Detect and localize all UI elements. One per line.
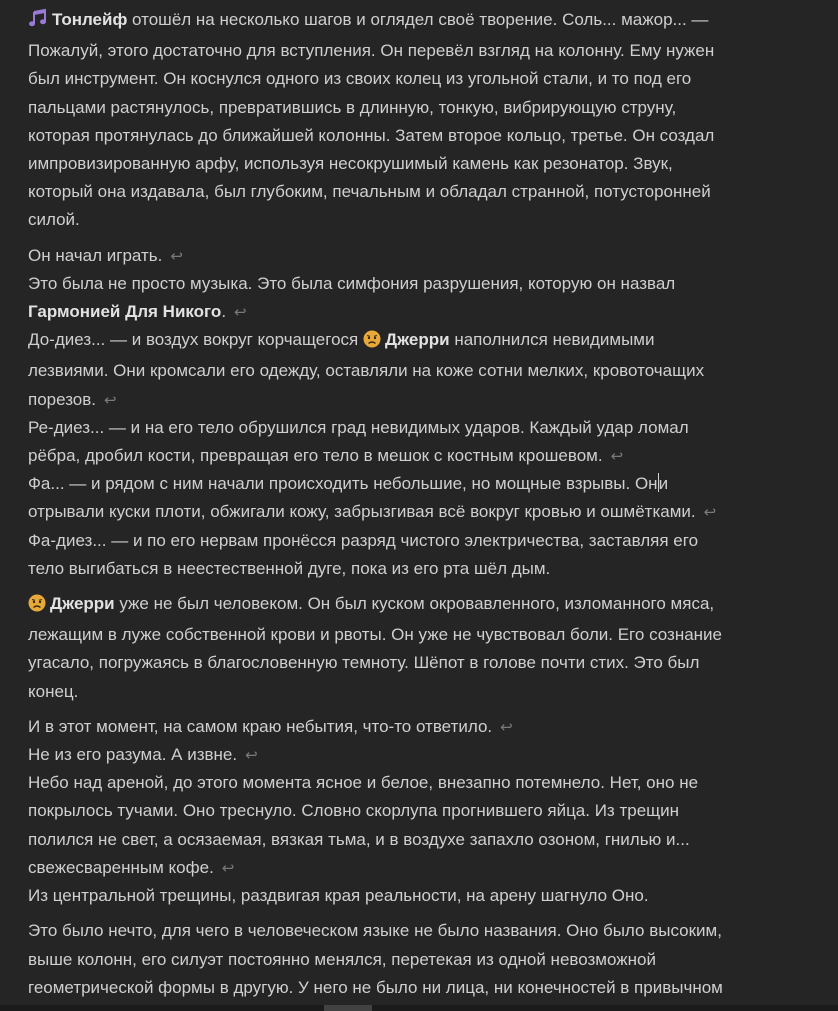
text-line: отрывали куски плоти, обжигали кожу, забрызгивая всё вокруг кровью и ошмётками. ↩ <box>28 502 717 522</box>
paragraph-8 <box>28 590 828 706</box>
line-text: отошёл на несколько шагов и оглядел своё творение. Соль... мажор... — <box>127 10 709 29</box>
text-line: геометрической формы в другую. У него не было ни лица, ни конечностей в привычном <box>28 977 723 997</box>
character-name: Джерри <box>384 330 450 350</box>
text-line: Фа-диез... — и по его нервам пронёсся разряд чистого электричества, заставляя его <box>28 530 699 550</box>
text-line: Джерри уже не был человеком. Он был куском окровавленного, изломанного мяса, <box>28 590 828 621</box>
text-line: порезов. ↩ <box>28 389 117 409</box>
return-icon: ↩ <box>500 717 513 736</box>
text-line: которая протянулась до ближайшей колонны. Затем второе кольцо, третье. Он создал <box>28 125 715 145</box>
text-line: конец. <box>28 681 79 701</box>
text-line: Пожалуй, этого достаточно для вступления. Он перевёл взгляд на колонну. Ему нужен <box>28 41 715 61</box>
text-line: свежесваренным кофе. ↩ <box>28 857 235 877</box>
paragraph-3 <box>28 270 828 326</box>
text-line: Фа... — и рядом с ним начали происходить небольшие, но мощные взрывы. Они <box>28 474 669 494</box>
text-line <box>28 6 828 37</box>
return-icon: ↩ <box>245 746 258 765</box>
return-icon: ↩ <box>234 303 247 322</box>
worried-face-icon <box>28 593 46 621</box>
document-editor[interactable] <box>28 6 828 1002</box>
text-line: угасало, погружаясь в благословенную темноту. Шёпот в голове почти стих. Это был <box>28 653 700 673</box>
paragraph-11 <box>28 769 828 882</box>
line-text: Он начал играть. <box>28 245 163 265</box>
text-line: был инструмент. Он коснулся одного из своих колец из угольной стали, и то под его <box>28 69 692 89</box>
text-line: тело выгибаться в неестественной дуге, пока из его рта шёл дым. <box>28 558 551 578</box>
paragraph-9: И в этот момент, на самом краю небытия, что-то ответило. ↩ <box>28 716 513 736</box>
paragraph-4 <box>28 326 828 414</box>
paragraph-6 <box>28 470 828 526</box>
worried-face-icon <box>363 329 381 357</box>
paragraph-2 <box>28 242 828 270</box>
text-line: покрылось тучами. Оно треснуло. Словно скорлупа прогнившего яйца. Из трещин <box>28 801 680 821</box>
text-line: выше колонн, его силуэт постоянно менялся, перетекая из одной невозможной <box>28 949 656 969</box>
text-line: Это было нечто, для чего в человеческом языке не было названия. Оно было высоким, <box>28 921 722 941</box>
character-name: Тонлейф <box>52 10 128 29</box>
text-line: До-диез... — и воздух вокруг корчащегося Джерри наполнился невидимыми <box>28 326 828 357</box>
text-line: который она издавала, был глубоким, печальным и обладал странной, потусторонней <box>28 182 711 202</box>
horizontal-scrollbar[interactable] <box>0 1005 838 1011</box>
return-icon: ↩ <box>170 246 183 265</box>
musical-notes-icon <box>28 8 48 37</box>
text-line: полился не свет, а осязаемая, вязкая тьма, и в воздухе запахло озоном, гнилью и... <box>28 829 690 849</box>
return-icon: ↩ <box>104 390 117 409</box>
paragraph-5 <box>28 414 828 470</box>
paragraph-13 <box>28 917 828 1002</box>
paragraph-12: Из центральной трещины, раздвигая края реальности, на арену шагнуло Оно. <box>28 886 649 906</box>
paragraph-10: Не из его разума. А извне. ↩ <box>28 745 258 765</box>
text-line: Это была не просто музыка. Это была симфония разрушения, которую он назвал <box>28 273 676 293</box>
text-line: лезвиями. Они кромсали его одежду, оставляли на коже сотни мелких, кровоточащих <box>28 361 705 381</box>
symphony-name: Гармонией Для Никого <box>28 302 222 322</box>
text-line: лежащим в луже собственной крови и рвоты. Он уже не чувствовал боли. Его сознание <box>28 625 722 645</box>
text-line: импровизированную арфу, используя несокрушимый камень как резонатор. Звук, <box>28 154 673 174</box>
return-icon: ↩ <box>703 503 717 522</box>
paragraph-7 <box>28 527 828 583</box>
text-line: Ре-диез... — и на его тело обрушился град невидимых ударов. Каждый удар ломал <box>28 417 689 437</box>
return-icon: ↩ <box>221 858 235 877</box>
paragraph-1 <box>28 6 828 235</box>
text-line: Небо над ареной, до этого момента ясное и белое, внезапно потемнело. Нет, оно не <box>28 773 699 793</box>
scrollbar-thumb[interactable] <box>324 1005 372 1011</box>
text-line: пальцами растянулось, превратившись в длинную, тонкую, вибрирующую струну, <box>28 97 677 117</box>
text-line: рёбра, дробил кости, превращая его тело в мешок с костным крошевом. ↩ <box>28 446 624 466</box>
character-name: Джерри <box>50 594 115 614</box>
return-icon: ↩ <box>610 447 624 466</box>
text-line: Гармонией Для Никого. ↩ <box>28 302 247 322</box>
text-line: силой. <box>28 210 80 230</box>
